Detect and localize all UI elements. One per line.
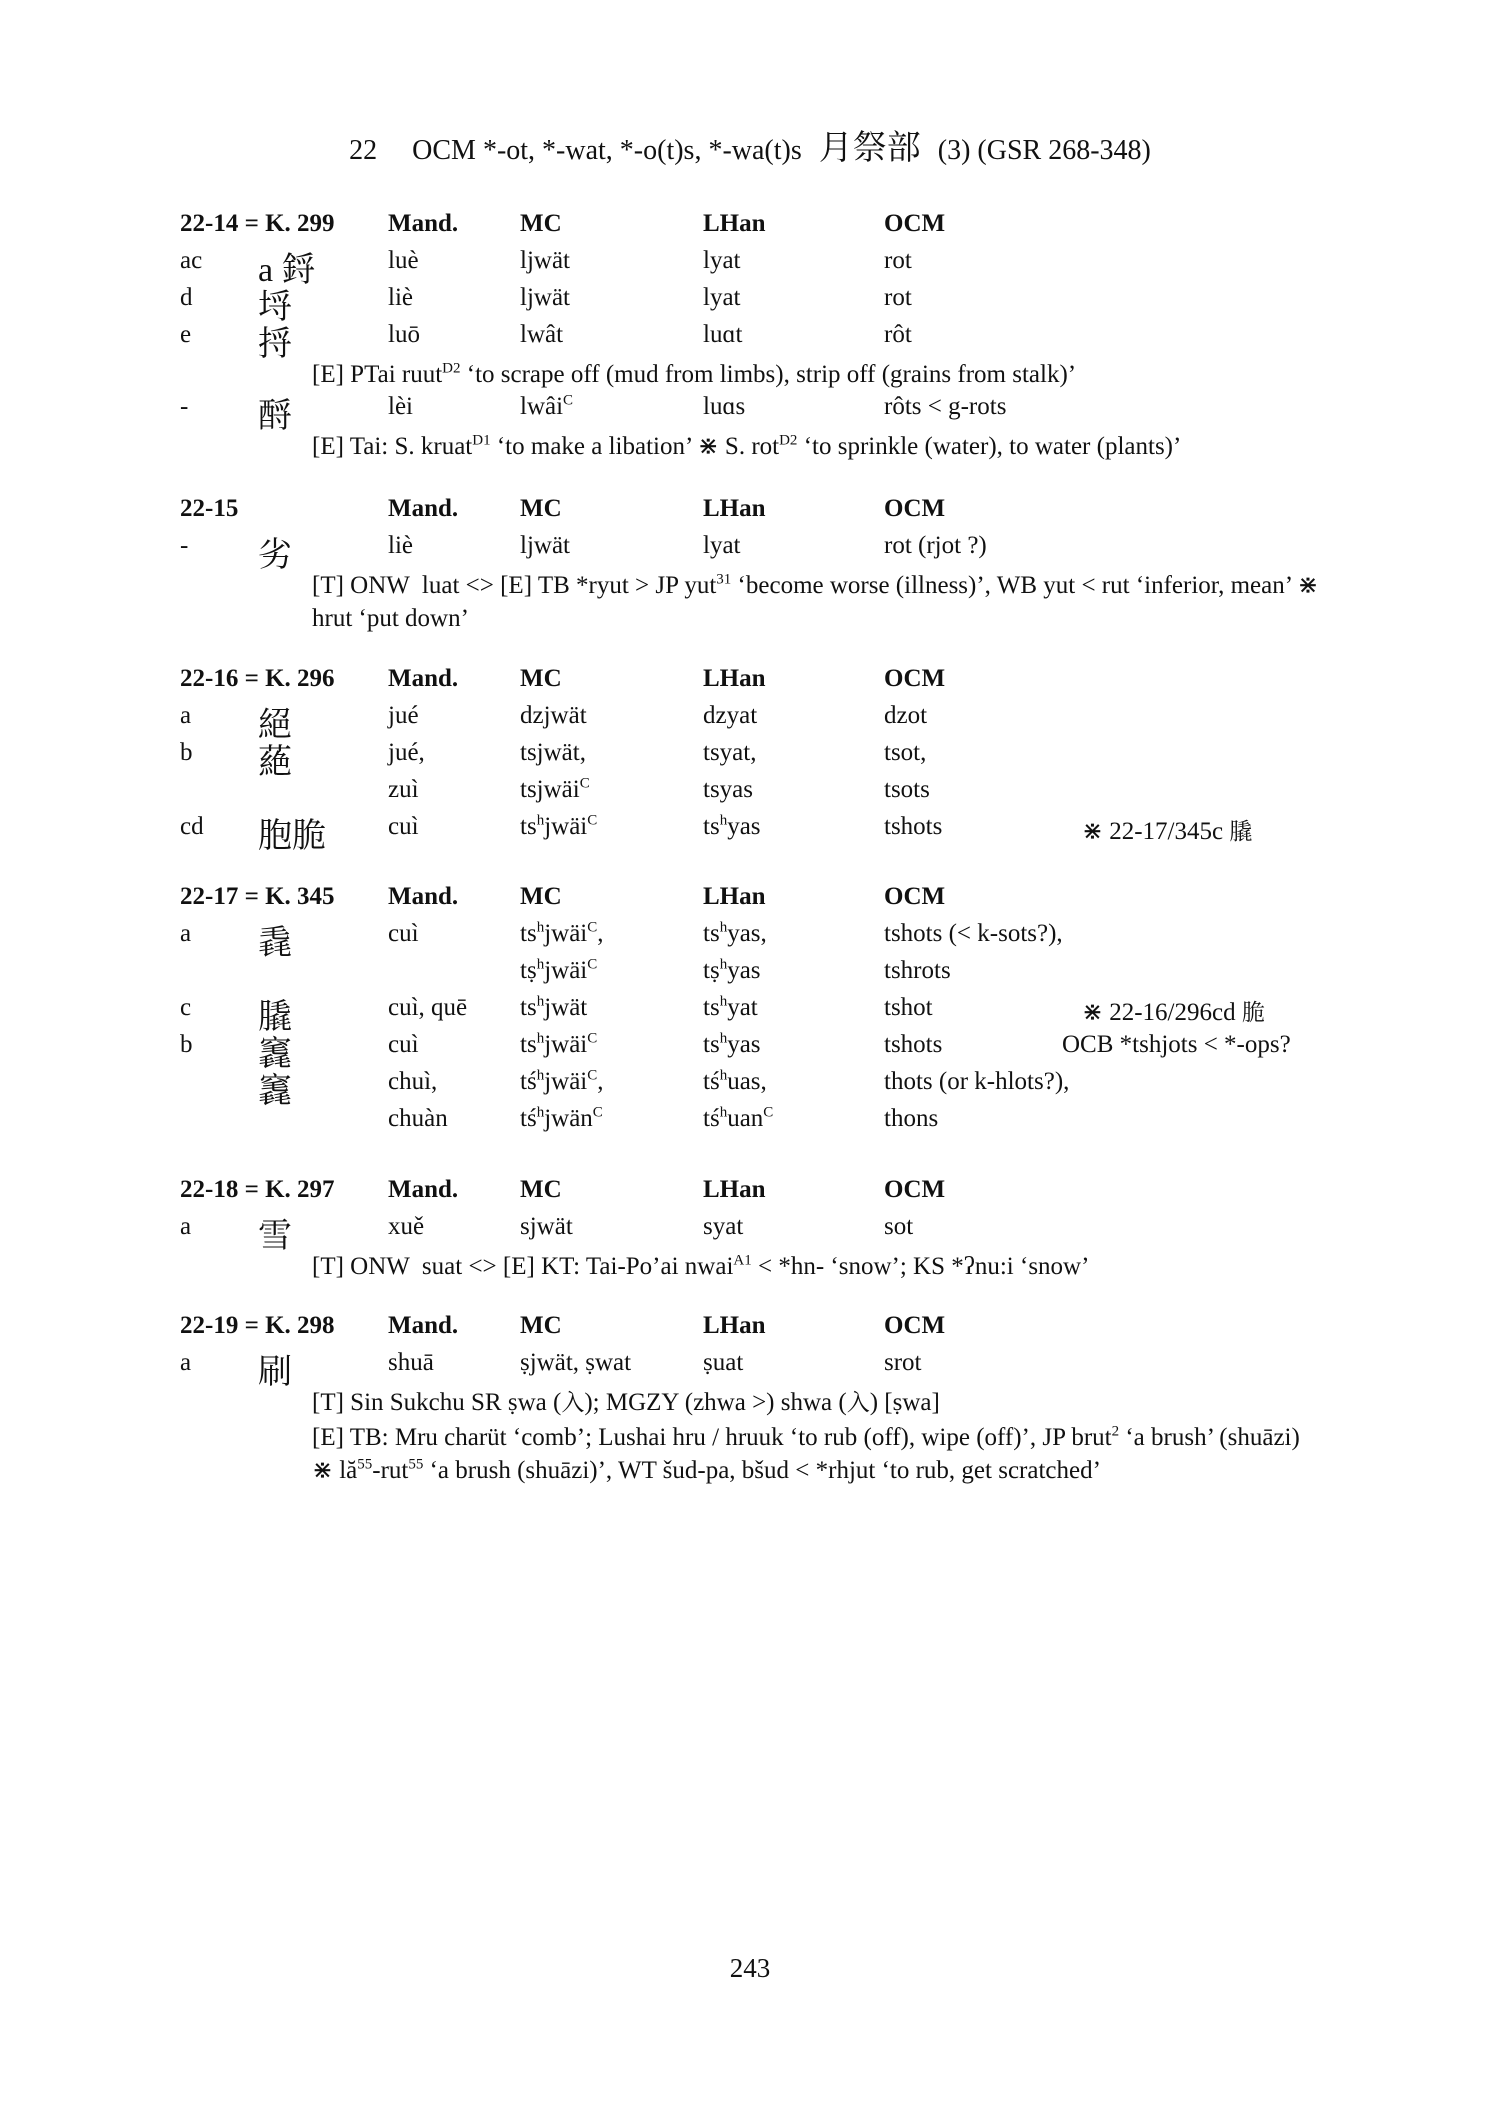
column-header-mc: MC xyxy=(520,883,562,910)
entry-letter: d xyxy=(180,284,193,311)
section-17 xyxy=(0,883,1500,1142)
entry-mandarin: chuàn xyxy=(388,1105,448,1132)
entry-row xyxy=(0,247,1500,289)
entry-character: 絕 xyxy=(258,707,292,744)
entry-middle-chinese: ṣjwät, ṣwat xyxy=(520,1349,632,1376)
entry-middle-chinese: tsjwät, xyxy=(520,739,586,766)
entry-crossref: ⋇ 22-16/296cd 脆 xyxy=(1082,999,1265,1026)
entry-old-chinese: rôt xyxy=(884,321,912,348)
entry-row xyxy=(0,284,1500,326)
column-header-lhan: LHan xyxy=(703,1312,766,1339)
section-id: 22-14 = K. 299 xyxy=(180,210,335,237)
section-id: 22-17 = K. 345 xyxy=(180,883,335,910)
entry-character: 雪 xyxy=(258,1218,292,1255)
entry-later-han: lyat xyxy=(703,247,741,274)
section-14 xyxy=(0,210,1500,465)
entry-later-han: syat xyxy=(703,1213,744,1240)
entry-row xyxy=(0,1105,1500,1142)
entry-character: 劣 xyxy=(258,537,292,574)
column-header-mc: MC xyxy=(520,210,562,237)
entry-middle-chinese: ljwät xyxy=(520,284,570,311)
entry-mandarin: chuì, xyxy=(388,1068,438,1095)
column-header-ocm: OCM xyxy=(884,1176,946,1203)
section-16 xyxy=(0,665,1500,855)
entry-later-han: tṣ$^h$yas xyxy=(703,956,761,984)
entry-later-han: $ts^hyat$ xyxy=(703,993,758,1021)
column-header-ocm: OCM xyxy=(884,1312,946,1339)
entry-row xyxy=(0,321,1500,363)
entry-mandarin: jué xyxy=(388,702,419,729)
section-header xyxy=(0,210,1500,247)
entry-old-chinese: srot xyxy=(884,1349,922,1376)
entry-note: [T] ONW luat <> [E] TB *ryut > JP yut$^{31}$ ‘become worse (illness)’, WB yut < rut ‘inferior, mean’ ⋇ hrut ‘put down’ xyxy=(312,571,1319,632)
entry-old-chinese: tshot xyxy=(884,994,933,1021)
entry-middle-chinese: $ts^hjwät$ xyxy=(520,993,588,1021)
column-header-ocm: OCM xyxy=(884,210,946,237)
entry-mandarin: lèi xyxy=(388,393,413,420)
entry-character: 竁 xyxy=(258,1036,292,1073)
entry-character: 酹 xyxy=(258,398,292,435)
chapter-number: 22 xyxy=(349,135,378,166)
section-id: 22-15 xyxy=(180,495,239,522)
chapter-title-zh: 月祭部 xyxy=(818,130,921,167)
entry-row xyxy=(0,739,1500,781)
entry-letter: b xyxy=(180,1031,193,1058)
column-header-ocm: OCM xyxy=(884,495,946,522)
entry-mandarin: cuì xyxy=(388,920,419,947)
section-header xyxy=(0,1176,1500,1213)
section-header xyxy=(0,883,1500,920)
entry-later-han: lyat xyxy=(703,284,741,311)
entry-character: 毳 xyxy=(258,925,292,962)
entry-mandarin: liè xyxy=(388,532,413,559)
entry-old-chinese: sot xyxy=(884,1213,914,1240)
entry-later-han: lyat xyxy=(703,532,741,559)
entry-character: a 鋝 xyxy=(258,252,316,289)
entry-later-han: $ts^hyas$ xyxy=(703,812,761,840)
entry-letter: a xyxy=(180,702,192,729)
entry-note: [E] PTai ruut$^{D2}$ ‘to scrape off (mud from limbs), strip off (grains from stalk)’ xyxy=(312,360,1077,388)
entry-row xyxy=(0,812,1500,855)
entry-later-han: tsyat, xyxy=(703,739,757,766)
entry-old-chinese: tsot, xyxy=(884,739,927,766)
entry-middle-chinese: $tś^hjwän^C$ xyxy=(520,1104,603,1132)
entry-mandarin: cuì xyxy=(388,813,419,840)
entry-old-chinese: tsots xyxy=(884,776,930,803)
entry-middle-chinese: tṣ$^h$jwäi$^C$ xyxy=(520,956,598,984)
section-id: 22-16 = K. 296 xyxy=(180,665,335,692)
entry-row xyxy=(0,1213,1500,1255)
entry-mandarin: liè xyxy=(388,284,413,311)
entry-crossref: ⋇ 22-17/345c 膬 xyxy=(1082,818,1253,845)
entry-row xyxy=(0,776,1500,813)
entry-letter: a xyxy=(180,920,192,947)
entry-middle-chinese: ljwät xyxy=(520,532,570,559)
entry-middle-chinese: $ts^hjwäi^C$ xyxy=(520,1030,598,1058)
column-header-lhan: LHan xyxy=(703,495,766,522)
entry-note: [E] Tai: S. kruat$^{D1}$ ‘to make a libation’ ⋇ S. rot$^{D2}$ ‘to sprinkle (water), to water (plants)’ xyxy=(312,432,1182,460)
entry-mandarin: luō xyxy=(388,321,420,348)
entry-old-chinese: rot xyxy=(884,284,912,311)
entry-letter: e xyxy=(180,321,192,348)
entry-old-chinese: tshots xyxy=(884,1031,943,1058)
entry-note: [T] ONW suat <> [E] KT: Tai-Po’ai nwai$^{A1}$ < *hn- ‘snow’; KS *ʔnu:i ‘snow’ xyxy=(312,1252,1090,1280)
entry-mandarin: jué, xyxy=(388,739,425,766)
chapter-part: (3) (GSR 268-348) xyxy=(937,135,1151,166)
entry-old-chinese: rot (rjot ?) xyxy=(884,532,987,559)
column-header-mand: Mand. xyxy=(388,495,459,522)
entry-mandarin: luè xyxy=(388,247,419,274)
section-19 xyxy=(0,1312,1500,1489)
entry-letter: ac xyxy=(180,247,203,274)
entry-later-han: dzyat xyxy=(703,702,758,729)
entry-middle-chinese: dzjwät xyxy=(520,702,587,729)
entry-row xyxy=(0,532,1500,574)
page-number: 243 xyxy=(729,1953,771,1983)
entry-middle-chinese: $tś^hjwäi^C$, xyxy=(520,1067,604,1095)
entry-row xyxy=(0,1030,1500,1073)
entry-letter: a xyxy=(180,1213,192,1240)
entry-row xyxy=(0,1349,1500,1391)
entry-later-han: $ts^hyas$, xyxy=(703,919,767,947)
entry-middle-chinese: lwât xyxy=(520,321,564,348)
entry-later-han: $tś^huas$, xyxy=(703,1067,767,1095)
entry-old-chinese: thots (or k-hlots?), xyxy=(884,1068,1070,1095)
entry-mandarin: shuā xyxy=(388,1349,434,1376)
column-header-mc: MC xyxy=(520,1312,562,1339)
section-header xyxy=(0,495,1500,532)
entry-middle-chinese: $ts^hjwäi^C$ xyxy=(520,812,598,840)
entry-middle-chinese: $ts^hjwäi^C$, xyxy=(520,919,604,947)
entry-middle-chinese: lwâi$^C$ xyxy=(520,392,574,420)
entry-character: 蕝 xyxy=(258,744,292,781)
column-header-mand: Mand. xyxy=(388,665,459,692)
entry-mandarin: xuě xyxy=(388,1213,425,1240)
entry-old-chinese: tshots (< k-sots?), xyxy=(884,920,1063,947)
column-header-mc: MC xyxy=(520,1176,562,1203)
entry-later-han: $tś^huan^C$ xyxy=(703,1104,774,1132)
entry-letter: c xyxy=(180,994,192,1021)
entry-middle-chinese: sjwät xyxy=(520,1213,573,1240)
entry-middle-chinese: ljwät xyxy=(520,247,570,274)
column-header-ocm: OCM xyxy=(884,883,946,910)
column-header-mand: Mand. xyxy=(388,883,459,910)
entry-later-han: luɑt xyxy=(703,321,743,348)
section-15 xyxy=(0,495,1500,637)
entry-character: 刷 xyxy=(258,1354,292,1391)
entry-character: 胞脆 xyxy=(258,818,326,855)
section-18 xyxy=(0,1176,1500,1285)
entry-row xyxy=(0,993,1500,1036)
entry-middle-chinese: tsjwäi$^C$ xyxy=(520,775,590,803)
section-id: 22-18 = K. 297 xyxy=(180,1176,335,1203)
entry-note: [E] TB: Mru charüt ‘comb’; Lushai hru / hruuk ‘to rub (off), wipe (off)’, JP brut$^2$ ‘a brush’ (shuāzi) ⋇ $lă^{55}-rut^{55}$ ‘a brush (shuāzi)’, WT šud-pa, bšud < *rhjut ‘to rub, get scratched’ xyxy=(312,1423,1300,1484)
column-header-lhan: LHan xyxy=(703,210,766,237)
entry-letter: a xyxy=(180,1349,192,1376)
entry-old-chinese: rot xyxy=(884,247,912,274)
entry-row xyxy=(0,957,1500,994)
entry-old-chinese: rôts < g-rots xyxy=(884,393,1007,420)
entry-old-chinese: thons xyxy=(884,1105,939,1132)
column-header-lhan: LHan xyxy=(703,883,766,910)
entry-character: 膬 xyxy=(258,999,292,1036)
entry-row xyxy=(0,702,1500,744)
column-header-mand: Mand. xyxy=(388,1312,459,1339)
entry-note: [T] Sin Sukchu SR ṣwa (入); MGZY (zhwa >) shwa (入) [ṣwa] xyxy=(312,1389,940,1416)
column-header-mc: MC xyxy=(520,665,562,692)
entry-old-chinese: tshrots xyxy=(884,957,951,984)
entry-letter: - xyxy=(180,532,189,559)
section-header xyxy=(0,1312,1500,1349)
entry-later-han: $ts^hyas$ xyxy=(703,1030,761,1058)
entry-old-chinese: tshots xyxy=(884,813,943,840)
section-id: 22-19 = K. 298 xyxy=(180,1312,335,1339)
entry-row xyxy=(0,919,1500,962)
column-header-lhan: LHan xyxy=(703,1176,766,1203)
entry-letter: - xyxy=(180,393,189,420)
page-header xyxy=(0,120,1500,169)
entry-later-han: ṣuat xyxy=(703,1349,744,1376)
chapter-title: OCM *-ot, *-wat, *-o(t)s, *-wa(t)s xyxy=(412,135,802,166)
entry-later-han: luɑs xyxy=(703,393,746,420)
column-header-mc: MC xyxy=(520,495,562,522)
entry-old-chinese: dzot xyxy=(884,702,928,729)
entry-mandarin: zuì xyxy=(388,776,419,803)
column-header-ocm: OCM xyxy=(884,665,946,692)
entry-character: 埒 xyxy=(258,289,292,326)
entry-letter: cd xyxy=(180,813,204,840)
entry-row xyxy=(0,1067,1500,1110)
section-header xyxy=(0,665,1500,702)
entry-mandarin: cuì xyxy=(388,1031,419,1058)
entry-mandarin: cuì, quē xyxy=(388,994,468,1021)
entry-later-han: tsyas xyxy=(703,776,753,803)
entry-row xyxy=(0,392,1500,435)
entry-ocb-note: OCB *tshjots < *-ops? xyxy=(1062,1031,1291,1058)
entry-character: 竁 xyxy=(258,1073,292,1110)
column-header-lhan: LHan xyxy=(703,665,766,692)
entry-character: 捋 xyxy=(258,326,292,363)
column-header-mand: Mand. xyxy=(388,210,459,237)
entry-letter: b xyxy=(180,739,193,766)
column-header-mand: Mand. xyxy=(388,1176,459,1203)
